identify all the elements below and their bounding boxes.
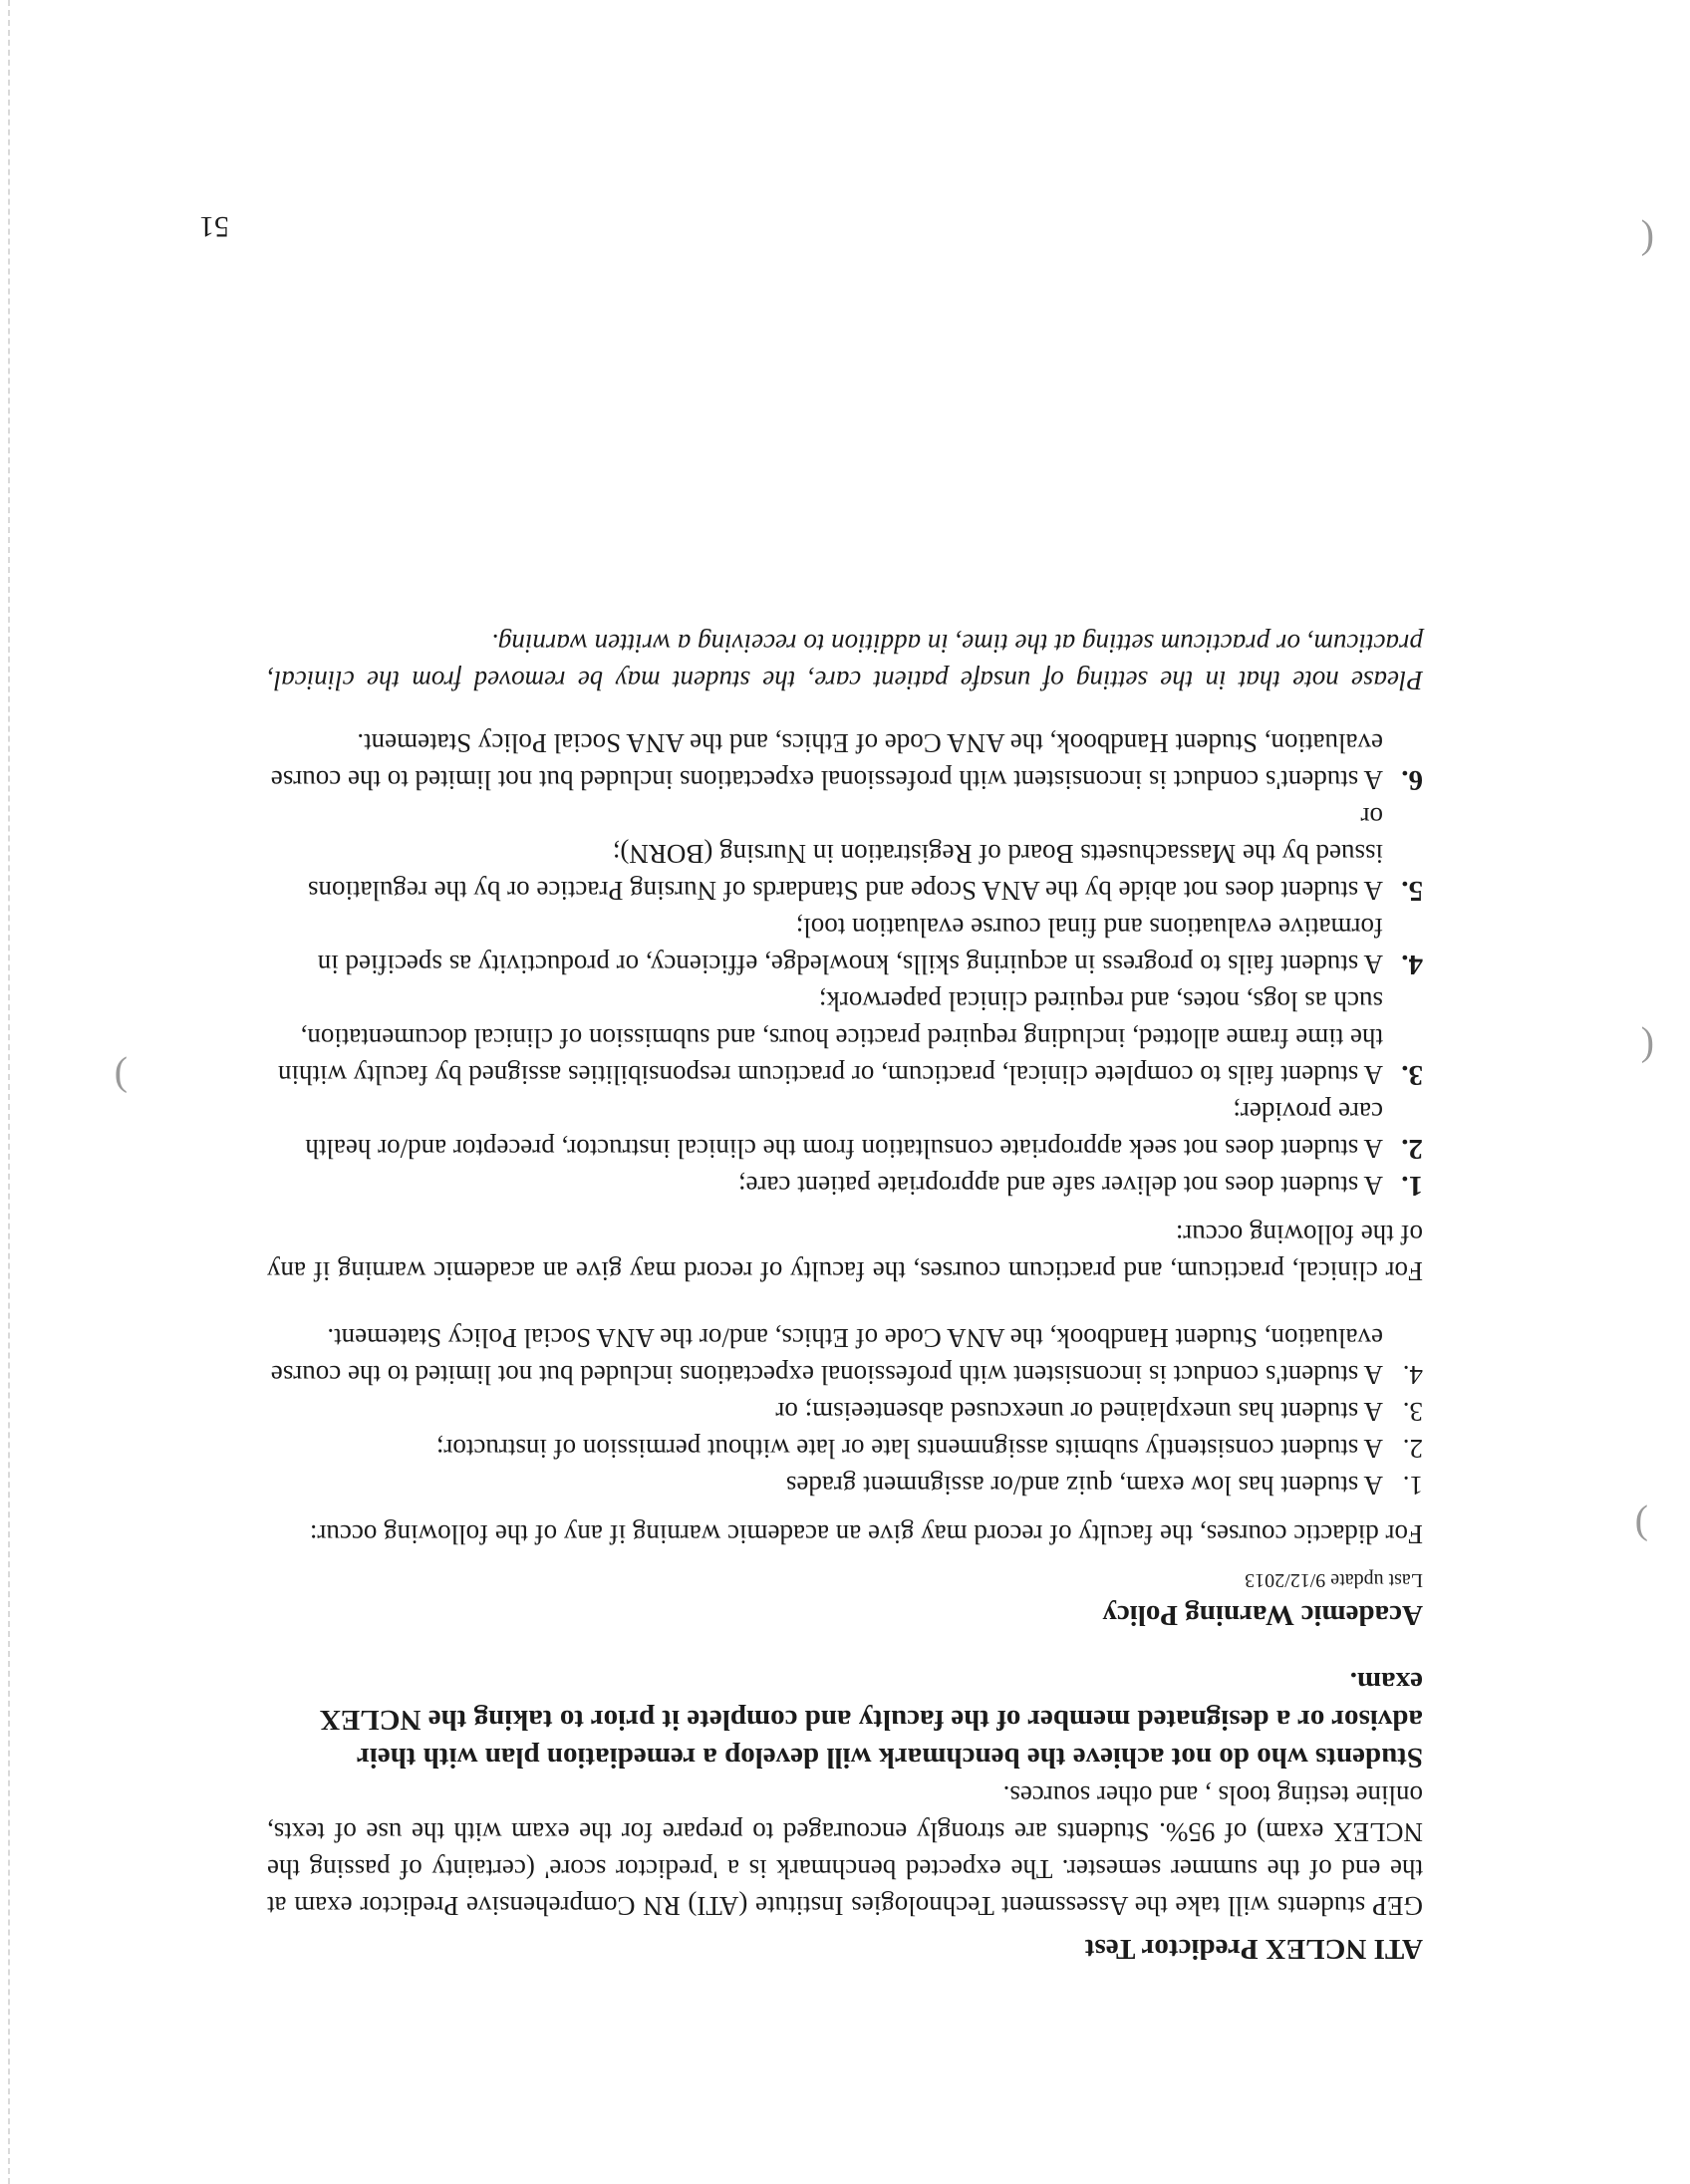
- list-item: [267, 1430, 1423, 1467]
- list-item: [267, 835, 1423, 909]
- clinical-criteria-list: [267, 835, 1423, 1204]
- list-item-text: A student's conduct is inconsistent with professional expectations included but not limited to the course evaluation, Student Handbook, the ANA Code of Ethics, and/or the ANA Social Policy Statement.: [270, 1323, 1383, 1390]
- list-item-number: 1.: [1402, 1471, 1423, 1501]
- list-item: [267, 1093, 1423, 1167]
- didactic-intro: For didactic courses, the faculty of record may give an academic warning if any of the following occur:: [309, 1519, 1423, 1549]
- list-item-number: 2.: [1401, 1133, 1423, 1165]
- scan-bracket-mark: (: [1640, 1026, 1654, 1071]
- list-item-text: A student has unexplained or unexcused absenteeism; or: [775, 1397, 1383, 1427]
- list-item-number: 3.: [1401, 1059, 1423, 1091]
- list-item-number: 1.: [1401, 1170, 1423, 1202]
- list-item: [267, 982, 1423, 1093]
- didactic-criteria-list: [267, 1319, 1423, 1503]
- scan-bracket-mark: (: [1640, 219, 1654, 264]
- remediation-statement: Students who do not achieve the benchmark will develop a remediation plan with their advisor or a designated member of the faculty and complete it prior to taking the NCLEX exam.: [319, 1666, 1423, 1774]
- scan-edge-line: [8, 0, 10, 2184]
- list-item-number: 6.: [1401, 764, 1423, 796]
- list-item-text: A student's conduct is inconsistent with professional expectations included but not limited to the course evaluation, Student Handbook, the ANA Code of Ethics, and the ANA Social Policy Statement.: [270, 728, 1383, 795]
- list-item-number: 3.: [1402, 1397, 1423, 1427]
- ati-section-title: ATI NCLEX Predictor Test: [1084, 1933, 1423, 1965]
- warning-policy-title: Academic Warning Policy: [1102, 1599, 1423, 1631]
- list-item: [267, 1167, 1423, 1204]
- list-connector-or: or: [1360, 802, 1383, 832]
- list-item-text: A student consistently submits assignments late or late without permission of instructor;: [435, 1434, 1383, 1464]
- clinical-criteria-list-final: [267, 724, 1423, 798]
- list-item-text: A student does not deliver safe and appropriate patient care;: [737, 1171, 1383, 1201]
- list-item: [267, 1467, 1423, 1503]
- unsafe-care-note: Please note that in the setting of unsafe patient care, the student may be removed from the clinical, practicum, or practicum setting at the time, in addition to receiving a written warning.: [267, 629, 1423, 695]
- list-item-number: 4.: [1402, 1360, 1423, 1390]
- clinical-intro: For clinical, practicum, and practicum courses, the faculty of record may give an academic warning if any of the following occur:: [267, 1220, 1423, 1286]
- scan-bracket-mark: ): [1634, 1504, 1648, 1549]
- list-item-number: 4.: [1401, 949, 1423, 980]
- list-item-text: A student fails to progress in acquiring skills, knowledge, efficiency, or productivity as specified in formative evaluations and final course evaluation tool;: [317, 913, 1383, 979]
- scan-bracket-mark: ): [114, 1056, 128, 1101]
- ati-section-body: GEP students will take the Assessment Technologies Institute (ATI) RN Comprehensive Predictor exam at the end of the summer semester. The expected benchmark is a 'predictor score' (certainty of passing the NCLEX exam) of 95%. Students are strongly encouraged to prepare for the exam with the use of texts, online testing tools , and other sources.: [267, 1780, 1423, 1921]
- list-item-number: 2.: [1402, 1434, 1423, 1464]
- list-item-text: A student does not abide by the ANA Scope and Standards of Nursing Practice or by the regulations issued by the Massachusetts Board of Registration in Nursing (BORN);: [307, 839, 1383, 906]
- list-item-number: 5.: [1401, 875, 1423, 907]
- list-item: [267, 909, 1423, 982]
- list-item: [267, 1393, 1423, 1430]
- document-body: [267, 625, 1423, 1967]
- page-number: 51: [199, 210, 229, 243]
- list-item: [267, 724, 1423, 798]
- list-item-text: A student does not seek appropriate consultation from the clinical instructor, preceptor and/or health care provider;: [305, 1097, 1383, 1164]
- list-item: [267, 1319, 1423, 1393]
- last-update-note: Last update 9/12/2013: [1245, 1569, 1423, 1591]
- list-item-text: A student fails to complete clinical, practicum, or practicum responsibilities assigned by faculty within the time frame allotted, including required practice hours, and submission of clinical documentation, such as logs, notes, and required clinical paperwork;: [278, 986, 1383, 1090]
- list-item-text: A student has low exam, quiz and/or assignment grades: [785, 1471, 1383, 1501]
